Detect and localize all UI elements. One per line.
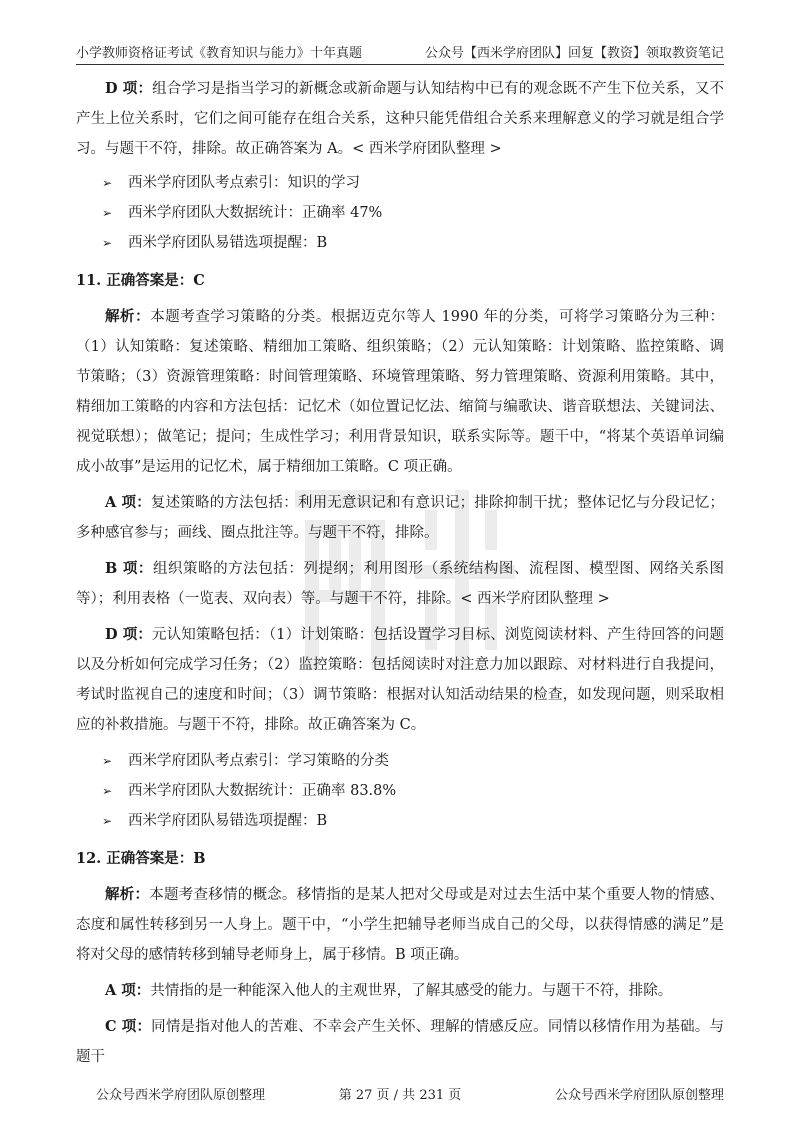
arrowhead-icon: ➢ xyxy=(102,784,113,798)
option-label: D 项： xyxy=(105,80,153,97)
paragraph-option-a xyxy=(76,976,724,1006)
list-item: ➢ 西米学府团队考点索引：知识的学习 xyxy=(76,168,724,198)
header-promo: 公众号【西米学府团队】回复【教资】领取教资笔记 xyxy=(424,46,724,61)
option-label: C 项： xyxy=(105,1018,152,1035)
arrowhead-icon: ➢ xyxy=(102,236,113,250)
arrowhead-icon: ➢ xyxy=(102,814,113,828)
option-text: 组织策略的方法包括：列提纲；利用图形（系统结构图、流程图、模型图、网络关系图等）；利用表格（一览表、双向表）等。与题干不符，排除。< 西米学府团队整理 > xyxy=(76,561,724,607)
option-text: 共情指的是一种能深入他人的主观世界，了解其感受的能力。与题干不符，排除。 xyxy=(150,983,673,999)
header-title: 小学教师资格证考试《教育知识与能力》十年真题 xyxy=(76,46,363,61)
paragraph-analysis xyxy=(76,302,724,482)
option-text: 元认知策略包括：（1）计划策略：包括设置学习目标、浏览阅读材料、产生待回答的问题以及分析如何完成学习任务；（2）监控策略：包括阅读时对注意力加以跟踪、对材料进行自我提问，考试时监视自己的速度和时间；（3）调节策略：根据对认知活动结果的检查，如发现问题，则采取相应的补救措施。与题干不符，排除。故正确答案为 C。 xyxy=(76,627,724,733)
footer-credit-left: 公众号西米学府团队原创整理 xyxy=(96,1088,266,1103)
paragraph-option-d xyxy=(76,74,724,164)
arrowhead-icon: ➢ xyxy=(102,754,113,768)
list-item: ➢ 西米学府团队大数据统计：正确率 83.8% xyxy=(76,776,724,806)
option-label: D 项： xyxy=(105,626,152,643)
page-number: 第 27 页 / 共 231 页 xyxy=(338,1088,462,1103)
question-answer-heading: 12. 正确答案是：B xyxy=(76,850,206,867)
page-footer xyxy=(76,1084,724,1106)
option-label: A 项： xyxy=(105,494,151,511)
option-label: 解析： xyxy=(105,308,151,325)
option-label: B 项： xyxy=(105,560,153,577)
paragraph-option-c xyxy=(76,1012,724,1072)
option-text: 本题考查移情的概念。移情指的是某人把对父母或是对过去生活中某个重要人物的情感、态度和属性转移到另一人身上。题干中，“小学生把辅导老师当成自己的父母，以获得情感的满足”是将对父母的感情转移到辅导老师身上，属于移情。B 项正确。 xyxy=(76,887,724,963)
option-label: 解析： xyxy=(105,886,150,903)
page-header xyxy=(76,38,724,65)
paragraph-option-d xyxy=(76,620,724,740)
arrowhead-icon: ➢ xyxy=(102,206,113,220)
list-item: ➢ 西米学府团队大数据统计：正确率 47% xyxy=(76,198,724,228)
option-text: 本题考查学习策略的分类。根据迈克尔等人 1990 年的分类，可将学习策略分为三种：（1）认知策略：复述策略、精细加工策略、组织策略；（2）元认知策略：计划策略、监控策略、调节策略；（3）资源管理策略：时间管理策略、环境管理策略、努力管理策略、资源利用策略。其中，精细加工策略的内容和方法包括：记忆术（如位置记忆法、缩简与编歌诀、谐音联想法、关键词法、视觉联想）；做笔记；提问；生成性学习；利用背景知识，联系实际等。题干中，“将某个英语单词编成小故事”是运用的记忆术，属于精细加工策略。C 项正确。 xyxy=(76,309,724,475)
arrowhead-icon: ➢ xyxy=(102,176,113,190)
option-label: A 项： xyxy=(105,982,151,999)
list-item: ➢ 西米学府团队易错选项提醒：B xyxy=(76,228,724,258)
option-text: 同情是指对他人的苦难、不幸会产生关怀、理解的情感反应。同情以移情作用为基础。与题干 xyxy=(76,1019,724,1065)
answer-content xyxy=(76,74,724,1078)
paragraph-option-b xyxy=(76,554,724,614)
list-item: ➢ 西米学府团队易错选项提醒：B xyxy=(76,806,724,836)
question-answer-heading: 11. 正确答案是：C xyxy=(76,272,205,289)
stats-list xyxy=(76,168,724,258)
option-text: 组合学习是指当学习的新概念或新命题与认知结构中已有的观念既不产生下位关系，又不产生上位关系时，它们之间可能存在组合关系，这种只能凭借组合关系来理解意义的学习就是组合学习。与题干不符，排除。故正确答案为 A。< 西米学府团队整理 > xyxy=(76,81,725,157)
option-text: 复述策略的方法包括：利用无意识记和有意识记；排除抑制干扰；整体记忆与分段记忆；多种感官参与；画线、圈点批注等。与题干不符，排除。 xyxy=(76,495,724,541)
list-item: ➢ 西米学府团队考点索引：学习策略的分类 xyxy=(76,746,724,776)
stats-list xyxy=(76,746,724,836)
footer-credit-right: 公众号西米学府团队原创整理 xyxy=(554,1088,724,1103)
paragraph-analysis xyxy=(76,880,724,970)
paragraph-option-a xyxy=(76,488,724,548)
